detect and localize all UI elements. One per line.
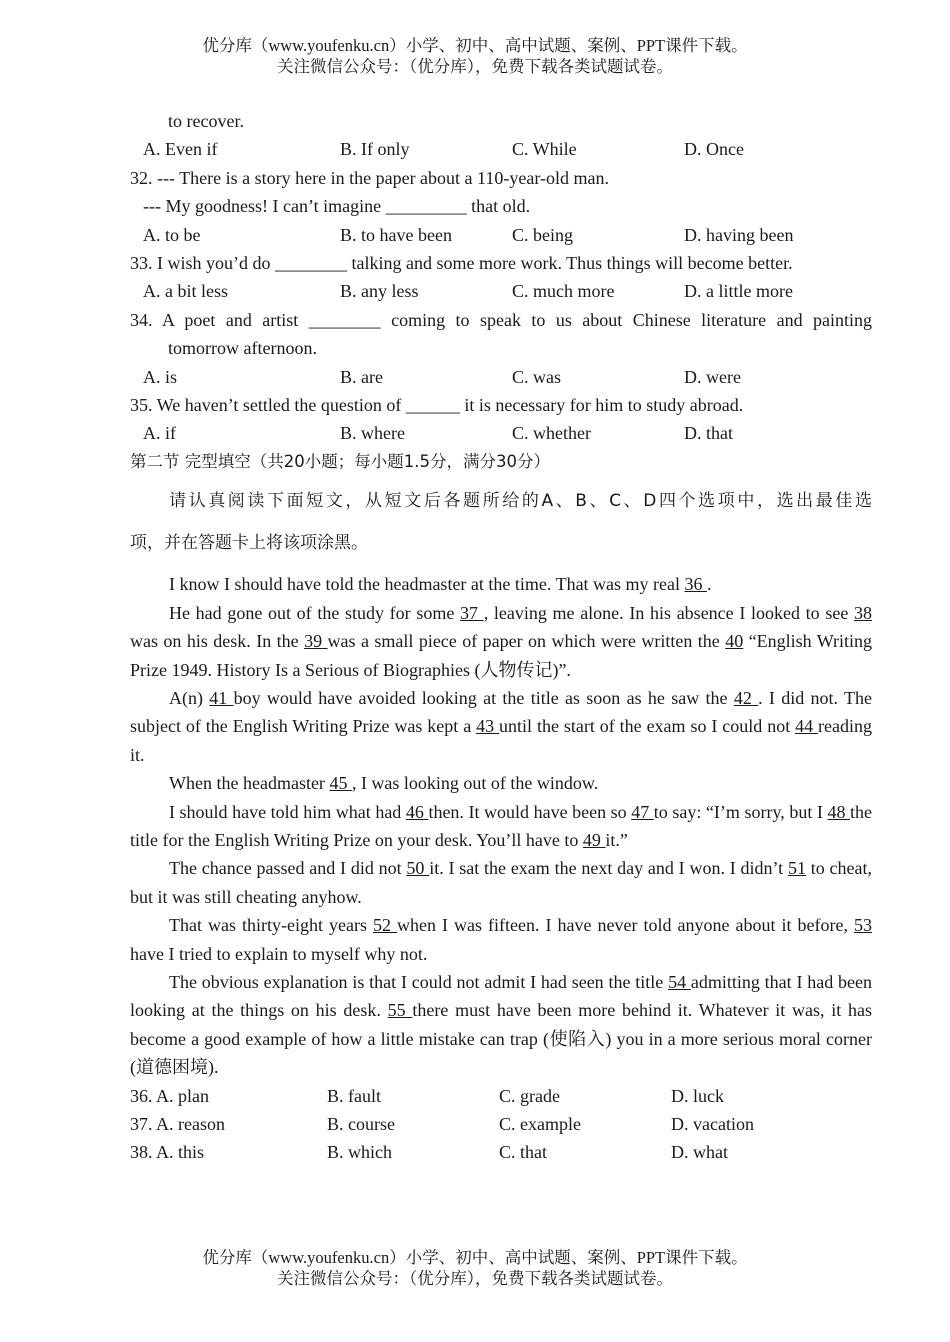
option-d: D. were (684, 366, 741, 387)
option-d: D. Once (684, 139, 744, 160)
option-b: B. any less (340, 281, 419, 302)
option-c: C. grade (499, 1085, 560, 1106)
blank-39: 39 (304, 631, 328, 652)
page-content (130, 107, 872, 1167)
q35-options (130, 419, 872, 447)
blank-42: 42 (733, 687, 759, 708)
option-d: D. a little more (684, 281, 793, 302)
option-c: C. example (499, 1114, 581, 1134)
option-b: B. If only (340, 139, 410, 160)
section-instructions (130, 480, 872, 564)
option-b: B. course (327, 1114, 395, 1134)
q34-options (130, 363, 872, 391)
q31-options (130, 135, 872, 163)
passage-paragraph-1: I know I should have told the headmaster at the time. That was my real 36 . (169, 574, 712, 595)
passage-paragraph-4: When the headmaster 45 , I was looking out of the window. (169, 773, 599, 794)
footer-line-2: 关注微信公众号：（优分库），免费下载各类试题试卷。 (277, 1269, 673, 1288)
blank-37: 37 (460, 602, 484, 623)
passage-paragraph-6: The chance passed and I did not 50 it. I sat the exam the next day and I won. I didn’t 51 to cheat, but it was still cheating anyhow. (130, 858, 873, 907)
blank-43: 43 (476, 716, 500, 737)
answer-row-38 (130, 1138, 872, 1166)
q34-line-2: tomorrow afternoon. (168, 338, 317, 359)
passage-paragraph-2: He had gone out of the study for some 37 , leaving me alone. In his absence I looked to see 38 was on his desk. In the 39 was a small piece of paper on which were written the 40 “English Writing Prize 1949. History Is a Serious of Biographies (人物传记)”. (130, 602, 872, 680)
option-a: A. is (143, 366, 178, 387)
blank-52: 52 (373, 915, 398, 936)
blank-55: 55 (387, 1000, 413, 1021)
q32-line-1: 32. --- There is a story here in the paper about a 110-year-old man. (130, 167, 609, 188)
passage-paragraph-8: The obvious explanation is that I could not admit I had seen the title 54 admitting that I had been looking at the things on his desk. 55 there must have been more behind it. Whatever it was, it has become a good example of how a little mistake can trap (使陷入) you in a more serious moral corner (道德困境). (130, 971, 873, 1078)
blank-53: 53 (854, 915, 872, 936)
option-d: D. that (684, 423, 733, 444)
blank-44: 44 (795, 716, 819, 737)
option-a: A. if (143, 423, 176, 444)
option-a: A. to be (143, 224, 201, 245)
q34-line-1: 34. A poet and artist ________ coming to speak to us about Chinese literature and painting (130, 309, 872, 330)
q31-continuation: to recover. (168, 111, 244, 131)
option-c: C. that (499, 1142, 547, 1163)
option-d: D. vacation (671, 1114, 754, 1134)
option-b: B. where (340, 423, 405, 444)
option-a: A. a bit less (143, 281, 228, 302)
blank-51: 51 (787, 858, 806, 879)
option-c: C. While (512, 139, 577, 160)
option-a: 37. A. reason (130, 1114, 225, 1134)
q32-options (130, 221, 872, 249)
q33-options (130, 277, 872, 305)
option-a: A. Even if (143, 139, 218, 160)
blank-38: 38 (854, 602, 872, 623)
passage-paragraph-3: A(n) 41 boy would have avoided looking at the title as soon as he saw the 42 . I did not. The subject of the English Writing Prize was kept a 43 until the start of the exam so I could not 44 reading it. (130, 687, 873, 765)
blank-45: 45 (329, 773, 352, 794)
passage-paragraph-5: I should have told him what had 46 then. It would have been so 47 to say: “I’m sorry, but I 48 the title for the English Writing Prize on your desk. You’ll have to 49 it.” (130, 801, 873, 850)
page-footer (0, 1247, 950, 1289)
option-a: 36. A. plan (130, 1085, 209, 1106)
option-c: C. being (512, 224, 573, 245)
q33-line-1: 33. I wish you’d do ________ talking and some more work. Thus things will become better. (130, 253, 793, 274)
footer-line-1: 优分库（www.youfenku.cn）小学、初中、高中试题、案例、PPT课件下载。 (202, 1248, 748, 1267)
section-title: 第二节 完型填空（共20小题；每小题1.5分，满分30分） (130, 451, 550, 471)
q32-line-2: --- My goodness! I can’t imagine _________ that old. (143, 196, 531, 217)
instructions-line-2: 项，并在答题卡上将该项涂黑。 (130, 533, 368, 554)
option-a: 38. A. this (130, 1142, 205, 1163)
blank-46: 46 (405, 801, 429, 822)
blank-41: 41 (209, 687, 234, 708)
blank-40: 40 (725, 631, 744, 652)
blank-54: 54 (668, 971, 691, 992)
option-b: B. fault (327, 1085, 381, 1106)
option-b: B. which (327, 1142, 392, 1163)
q35-line-1: 35. We haven’t settled the question of ______ it is necessary for him to study abroad. (130, 395, 744, 416)
page-header (0, 35, 950, 77)
option-d: D. what (671, 1142, 728, 1163)
blank-50: 50 (406, 858, 430, 879)
header-line-1: 优分库（www.youfenku.cn）小学、初中、高中试题、案例、PPT课件下载。 (202, 36, 748, 55)
blank-47: 47 (631, 801, 654, 822)
answer-row-37 (130, 1110, 872, 1138)
option-b: B. are (340, 366, 383, 387)
blank-36: 36 (684, 574, 708, 595)
option-c: C. whether (512, 423, 591, 444)
option-c: C. was (512, 366, 561, 387)
header-line-2: 关注微信公众号：（优分库），免费下载各类试题试卷。 (277, 57, 673, 76)
option-d: D. luck (671, 1085, 724, 1106)
blank-49: 49 (582, 829, 606, 850)
option-c: C. much more (512, 281, 615, 302)
instructions-line-1: 请认真阅读下面短文，从短文后各题所给的A、B、C、D四个选项中，选出最佳选 (169, 491, 872, 512)
option-b: B. to have been (340, 224, 452, 245)
blank-48: 48 (827, 801, 851, 822)
passage-paragraph-7: That was thirty-eight years 52 when I was fifteen. I have never told anyone about it before, 53 have I tried to explain to myself why not. (130, 915, 872, 964)
option-d: D. having been (684, 224, 794, 245)
answer-row-36 (130, 1082, 872, 1110)
